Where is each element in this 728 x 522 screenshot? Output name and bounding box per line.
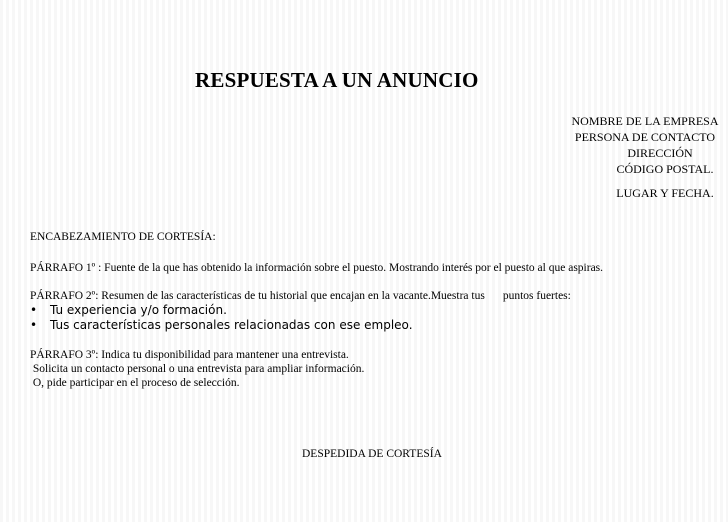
- paragraph-3-line-2: Solicita un contacto personal o una entrevista para ampliar información.: [30, 363, 365, 375]
- paragraph-3-line-3: O, pide participar en el proceso de selección.: [30, 377, 240, 389]
- document-title: RESPUESTA A UN ANUNCIO: [195, 68, 479, 92]
- bullet-icon: •: [30, 318, 38, 332]
- place-date: LUGAR Y FECHA.: [616, 186, 714, 200]
- paragraph-2-intro-main: PÁRRAFO 2º: Resumen de las características de tu historial que encajan en la vacante.Muestra tus: [30, 290, 485, 302]
- bullet-icon: •: [30, 303, 38, 317]
- bullet-item-experience: [30, 303, 227, 317]
- paragraph-3-line-1: PÁRRAFO 3º: Indica tu disponibilidad para mantener una entrevista.: [30, 349, 349, 361]
- contact-person: PERSONA DE CONTACTO: [574, 130, 716, 144]
- closing-line: DESPEDIDA DE CORTESÍA: [302, 448, 442, 460]
- paragraph-1: PÁRRAFO 1º : Fuente de la que has obtenido la información sobre el puesto. Mostrando interés por el puesto al que aspiras.: [30, 262, 604, 274]
- postal-code: CÓDIGO POSTAL.: [616, 162, 714, 176]
- paragraph-2-intro: [30, 289, 571, 303]
- address-line: DIRECCIÓN: [627, 146, 693, 160]
- company-name: NOMBRE DE LA EMPRESA: [571, 114, 719, 128]
- paragraph-2-intro-tail: puntos fuertes:: [502, 290, 571, 302]
- bullet-text: Tus características personales relacionadas con ese empleo.: [50, 318, 413, 332]
- bullet-text: Tu experiencia y/o formación.: [50, 303, 227, 317]
- bullet-item-personal: [30, 318, 413, 332]
- greeting-line: ENCABEZAMIENTO DE CORTESÍA:: [30, 231, 216, 243]
